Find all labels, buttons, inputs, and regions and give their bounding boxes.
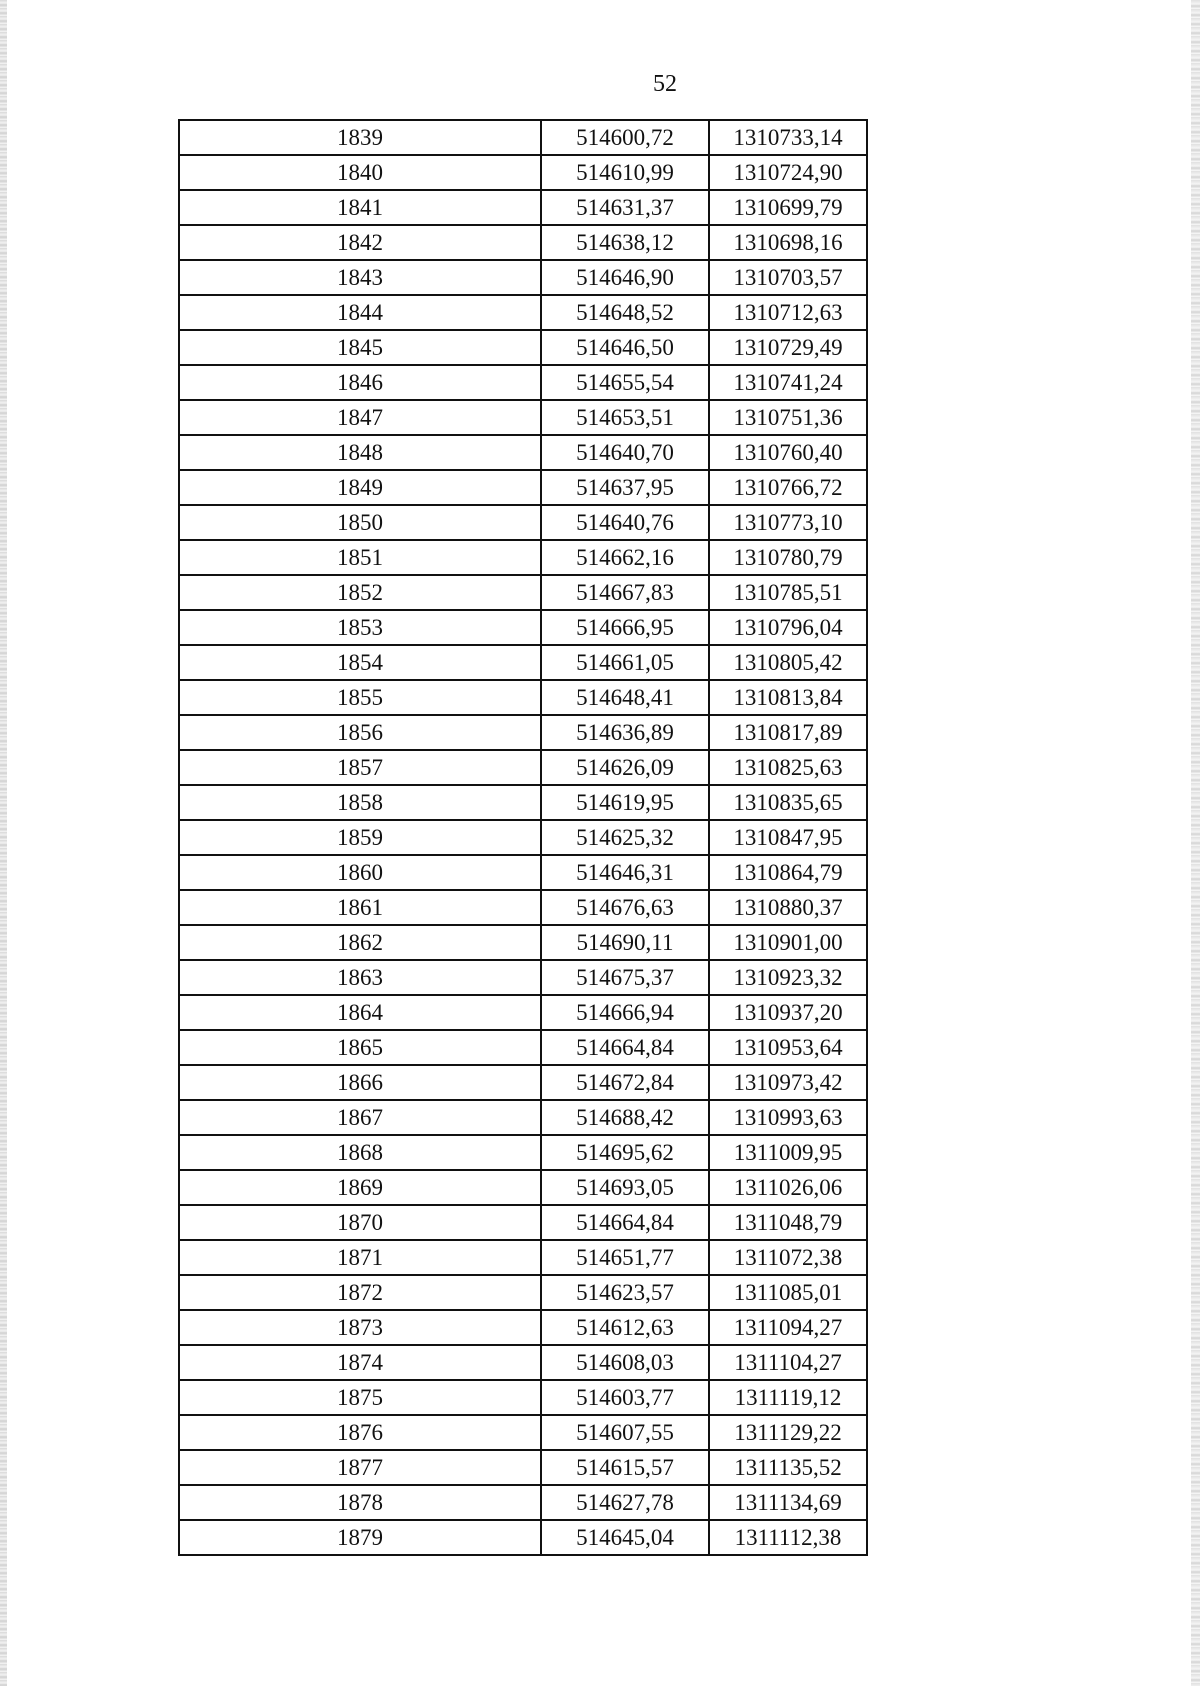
point-number-cell: 1849 [179, 470, 541, 505]
y-coordinate-cell: 1310813,84 [709, 680, 867, 715]
table-row [179, 1345, 867, 1380]
table-row [179, 260, 867, 295]
x-coordinate-cell: 514672,84 [541, 1065, 709, 1100]
y-coordinate-cell: 1310864,79 [709, 855, 867, 890]
point-number-cell: 1848 [179, 435, 541, 470]
x-coordinate-cell: 514600,72 [541, 120, 709, 155]
point-number-cell: 1859 [179, 820, 541, 855]
page-number: 52 [653, 71, 677, 97]
point-number-cell: 1870 [179, 1205, 541, 1240]
table-row [179, 330, 867, 365]
table-row [179, 1310, 867, 1345]
y-coordinate-cell: 1310817,89 [709, 715, 867, 750]
x-coordinate-cell: 514690,11 [541, 925, 709, 960]
scan-edge-left [0, 0, 7, 1686]
point-number-cell: 1864 [179, 995, 541, 1030]
table-row [179, 890, 867, 925]
point-number-cell: 1872 [179, 1275, 541, 1310]
y-coordinate-cell: 1311048,79 [709, 1205, 867, 1240]
point-number-cell: 1847 [179, 400, 541, 435]
table-row [179, 365, 867, 400]
x-coordinate-cell: 514655,54 [541, 365, 709, 400]
point-number-cell: 1853 [179, 610, 541, 645]
point-number-cell: 1861 [179, 890, 541, 925]
point-number-cell: 1876 [179, 1415, 541, 1450]
point-number-cell: 1877 [179, 1450, 541, 1485]
x-coordinate-cell: 514636,89 [541, 715, 709, 750]
x-coordinate-cell: 514675,37 [541, 960, 709, 995]
table-row [179, 225, 867, 260]
point-number-cell: 1840 [179, 155, 541, 190]
y-coordinate-cell: 1310724,90 [709, 155, 867, 190]
table-row [179, 190, 867, 225]
x-coordinate-cell: 514626,09 [541, 750, 709, 785]
point-number-cell: 1854 [179, 645, 541, 680]
y-coordinate-cell: 1310699,79 [709, 190, 867, 225]
y-coordinate-cell: 1310703,57 [709, 260, 867, 295]
x-coordinate-cell: 514646,90 [541, 260, 709, 295]
y-coordinate-cell: 1310923,32 [709, 960, 867, 995]
table-row [179, 295, 867, 330]
y-coordinate-cell: 1311072,38 [709, 1240, 867, 1275]
table-row [179, 1135, 867, 1170]
table-row [179, 1380, 867, 1415]
table-row [179, 1170, 867, 1205]
y-coordinate-cell: 1310796,04 [709, 610, 867, 645]
y-coordinate-cell: 1310760,40 [709, 435, 867, 470]
table-row [179, 1450, 867, 1485]
y-coordinate-cell: 1310785,51 [709, 575, 867, 610]
y-coordinate-cell: 1310729,49 [709, 330, 867, 365]
point-number-cell: 1846 [179, 365, 541, 400]
point-number-cell: 1867 [179, 1100, 541, 1135]
coordinates-table [178, 119, 868, 1556]
y-coordinate-cell: 1311134,69 [709, 1485, 867, 1520]
table-row [179, 960, 867, 995]
point-number-cell: 1879 [179, 1520, 541, 1555]
point-number-cell: 1878 [179, 1485, 541, 1520]
y-coordinate-cell: 1310698,16 [709, 225, 867, 260]
point-number-cell: 1871 [179, 1240, 541, 1275]
table-row [179, 120, 867, 155]
x-coordinate-cell: 514695,62 [541, 1135, 709, 1170]
x-coordinate-cell: 514619,95 [541, 785, 709, 820]
point-number-cell: 1862 [179, 925, 541, 960]
y-coordinate-cell: 1310993,63 [709, 1100, 867, 1135]
point-number-cell: 1841 [179, 190, 541, 225]
y-coordinate-cell: 1310847,95 [709, 820, 867, 855]
x-coordinate-cell: 514667,83 [541, 575, 709, 610]
table-row [179, 1415, 867, 1450]
table-row [179, 1065, 867, 1100]
point-number-cell: 1863 [179, 960, 541, 995]
x-coordinate-cell: 514615,57 [541, 1450, 709, 1485]
x-coordinate-cell: 514676,63 [541, 890, 709, 925]
point-number-cell: 1839 [179, 120, 541, 155]
point-number-cell: 1855 [179, 680, 541, 715]
point-number-cell: 1857 [179, 750, 541, 785]
point-number-cell: 1844 [179, 295, 541, 330]
point-number-cell: 1866 [179, 1065, 541, 1100]
y-coordinate-cell: 1310773,10 [709, 505, 867, 540]
point-number-cell: 1868 [179, 1135, 541, 1170]
x-coordinate-cell: 514603,77 [541, 1380, 709, 1415]
point-number-cell: 1850 [179, 505, 541, 540]
table-row [179, 1100, 867, 1135]
table-row [179, 540, 867, 575]
x-coordinate-cell: 514648,52 [541, 295, 709, 330]
x-coordinate-cell: 514662,16 [541, 540, 709, 575]
point-number-cell: 1852 [179, 575, 541, 610]
x-coordinate-cell: 514648,41 [541, 680, 709, 715]
x-coordinate-cell: 514638,12 [541, 225, 709, 260]
y-coordinate-cell: 1310825,63 [709, 750, 867, 785]
x-coordinate-cell: 514637,95 [541, 470, 709, 505]
table-row [179, 995, 867, 1030]
table-row [179, 400, 867, 435]
table-row [179, 155, 867, 190]
x-coordinate-cell: 514640,70 [541, 435, 709, 470]
table-row [179, 925, 867, 960]
point-number-cell: 1865 [179, 1030, 541, 1065]
table-row [179, 715, 867, 750]
table-row [179, 855, 867, 890]
table-row [179, 505, 867, 540]
table-row [179, 680, 867, 715]
x-coordinate-cell: 514661,05 [541, 645, 709, 680]
x-coordinate-cell: 514640,76 [541, 505, 709, 540]
point-number-cell: 1856 [179, 715, 541, 750]
x-coordinate-cell: 514666,94 [541, 995, 709, 1030]
y-coordinate-cell: 1310712,63 [709, 295, 867, 330]
x-coordinate-cell: 514610,99 [541, 155, 709, 190]
x-coordinate-cell: 514653,51 [541, 400, 709, 435]
y-coordinate-cell: 1310937,20 [709, 995, 867, 1030]
x-coordinate-cell: 514646,50 [541, 330, 709, 365]
x-coordinate-cell: 514664,84 [541, 1205, 709, 1240]
x-coordinate-cell: 514664,84 [541, 1030, 709, 1065]
y-coordinate-cell: 1311112,38 [709, 1520, 867, 1555]
point-number-cell: 1858 [179, 785, 541, 820]
x-coordinate-cell: 514666,95 [541, 610, 709, 645]
point-number-cell: 1875 [179, 1380, 541, 1415]
x-coordinate-cell: 514623,57 [541, 1275, 709, 1310]
coordinates-table-body [179, 120, 867, 1555]
table-row [179, 1520, 867, 1555]
point-number-cell: 1843 [179, 260, 541, 295]
point-number-cell: 1869 [179, 1170, 541, 1205]
y-coordinate-cell: 1310751,36 [709, 400, 867, 435]
y-coordinate-cell: 1310780,79 [709, 540, 867, 575]
x-coordinate-cell: 514612,63 [541, 1310, 709, 1345]
x-coordinate-cell: 514688,42 [541, 1100, 709, 1135]
point-number-cell: 1842 [179, 225, 541, 260]
scan-edge-right [1191, 0, 1200, 1686]
table-row [179, 1240, 867, 1275]
table-row [179, 1275, 867, 1310]
y-coordinate-cell: 1310973,42 [709, 1065, 867, 1100]
table-row [179, 820, 867, 855]
x-coordinate-cell: 514693,05 [541, 1170, 709, 1205]
y-coordinate-cell: 1310805,42 [709, 645, 867, 680]
x-coordinate-cell: 514651,77 [541, 1240, 709, 1275]
point-number-cell: 1874 [179, 1345, 541, 1380]
table-row [179, 610, 867, 645]
x-coordinate-cell: 514645,04 [541, 1520, 709, 1555]
table-row [179, 645, 867, 680]
x-coordinate-cell: 514631,37 [541, 190, 709, 225]
y-coordinate-cell: 1310766,72 [709, 470, 867, 505]
y-coordinate-cell: 1311009,95 [709, 1135, 867, 1170]
y-coordinate-cell: 1310901,00 [709, 925, 867, 960]
table-row [179, 1030, 867, 1065]
y-coordinate-cell: 1311104,27 [709, 1345, 867, 1380]
x-coordinate-cell: 514607,55 [541, 1415, 709, 1450]
table-row [179, 575, 867, 610]
point-number-cell: 1873 [179, 1310, 541, 1345]
table-row [179, 750, 867, 785]
table-row [179, 435, 867, 470]
x-coordinate-cell: 514625,32 [541, 820, 709, 855]
y-coordinate-cell: 1311094,27 [709, 1310, 867, 1345]
y-coordinate-cell: 1311135,52 [709, 1450, 867, 1485]
y-coordinate-cell: 1310741,24 [709, 365, 867, 400]
x-coordinate-cell: 514646,31 [541, 855, 709, 890]
point-number-cell: 1851 [179, 540, 541, 575]
point-number-cell: 1845 [179, 330, 541, 365]
y-coordinate-cell: 1311119,12 [709, 1380, 867, 1415]
y-coordinate-cell: 1311129,22 [709, 1415, 867, 1450]
y-coordinate-cell: 1310953,64 [709, 1030, 867, 1065]
point-number-cell: 1860 [179, 855, 541, 890]
table-row [179, 785, 867, 820]
x-coordinate-cell: 514608,03 [541, 1345, 709, 1380]
y-coordinate-cell: 1310733,14 [709, 120, 867, 155]
x-coordinate-cell: 514627,78 [541, 1485, 709, 1520]
y-coordinate-cell: 1311026,06 [709, 1170, 867, 1205]
y-coordinate-cell: 1310835,65 [709, 785, 867, 820]
y-coordinate-cell: 1311085,01 [709, 1275, 867, 1310]
table-row [179, 1205, 867, 1240]
y-coordinate-cell: 1310880,37 [709, 890, 867, 925]
table-row [179, 470, 867, 505]
table-row [179, 1485, 867, 1520]
